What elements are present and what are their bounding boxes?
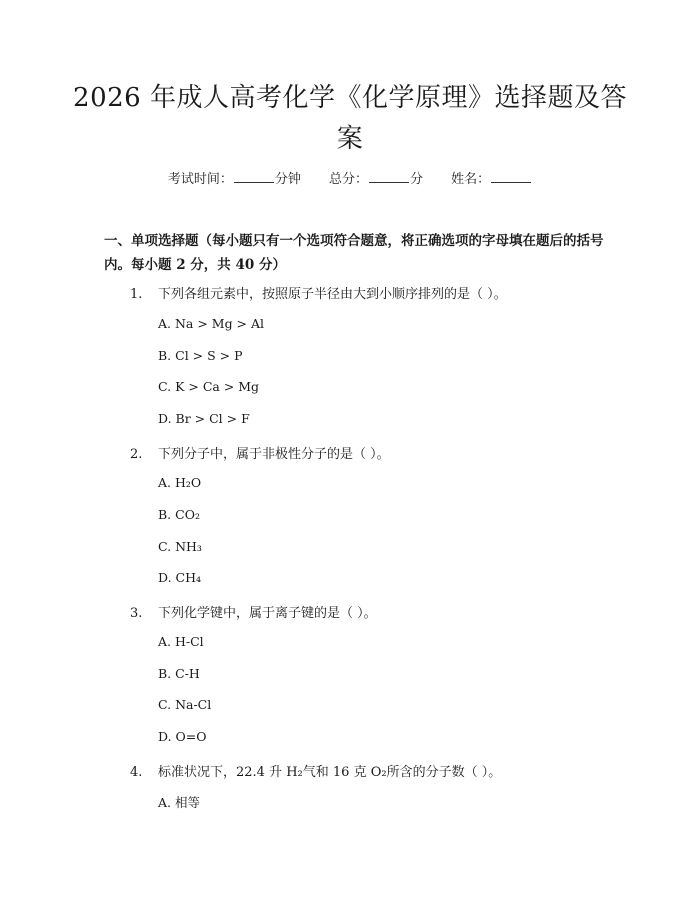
- question-number: 1.: [130, 287, 143, 302]
- question-1: [130, 283, 507, 302]
- option-a: A. 相等: [158, 795, 200, 810]
- option-a: A. H₂O: [158, 475, 202, 490]
- name-field: [451, 168, 532, 187]
- question-number: 3.: [130, 606, 143, 621]
- total-score-field: [329, 168, 423, 187]
- exam-time-blank: [234, 170, 274, 183]
- name-blank: [491, 170, 531, 183]
- question-text: 标准状况下，22.4 升 H₂气和 16 克 O₂所含的分子数（ ）。: [158, 765, 502, 780]
- option-b: B. C-H: [158, 666, 200, 681]
- option-a: A. Na > Mg > Al: [158, 316, 265, 331]
- question-text: 下列化学键中，属于离子键的是（ ）。: [158, 606, 377, 621]
- option-d: D. CH₄: [158, 570, 201, 585]
- option-b: B. Cl > S > P: [158, 348, 243, 363]
- option-d: D. O=O: [158, 729, 207, 744]
- question-2: [130, 443, 390, 462]
- option-b: B. CO₂: [158, 507, 200, 522]
- document-title: 2026 年成人高考化学《化学原理》选择题及答案: [73, 83, 627, 154]
- option-d: D. Br > Cl > F: [158, 411, 250, 426]
- question-number: 2.: [130, 447, 143, 462]
- section-heading: 一、单项选择题（每小题只有一个选项符合题意，将正确选项的字母填在题后的括号内。每小题 2 分，共 40 分）: [104, 233, 604, 273]
- total-score-label: 总分：: [328, 172, 368, 187]
- exam-time-field: [168, 168, 301, 187]
- total-score-unit: 分: [410, 172, 424, 187]
- question-3: [130, 602, 377, 621]
- name-label: 姓名：: [451, 172, 491, 187]
- option-c: C. NH₃: [158, 539, 202, 554]
- option-a: A. H-Cl: [158, 634, 204, 649]
- question-number: 4.: [130, 765, 143, 780]
- question-4: [130, 761, 501, 780]
- option-c: C. K > Ca > Mg: [158, 379, 260, 394]
- exam-time-label: 考试时间：: [167, 172, 233, 187]
- exam-time-unit: 分钟: [274, 172, 301, 187]
- option-c: C. Na-Cl: [158, 697, 212, 712]
- question-text: 下列分子中，属于非极性分子的是（ ）。: [158, 447, 390, 462]
- total-score-blank: [369, 170, 409, 183]
- question-text: 下列各组元素中，按照原子半径由大到小顺序排列的是（ ）。: [158, 287, 507, 302]
- exam-info-row: [0, 168, 700, 187]
